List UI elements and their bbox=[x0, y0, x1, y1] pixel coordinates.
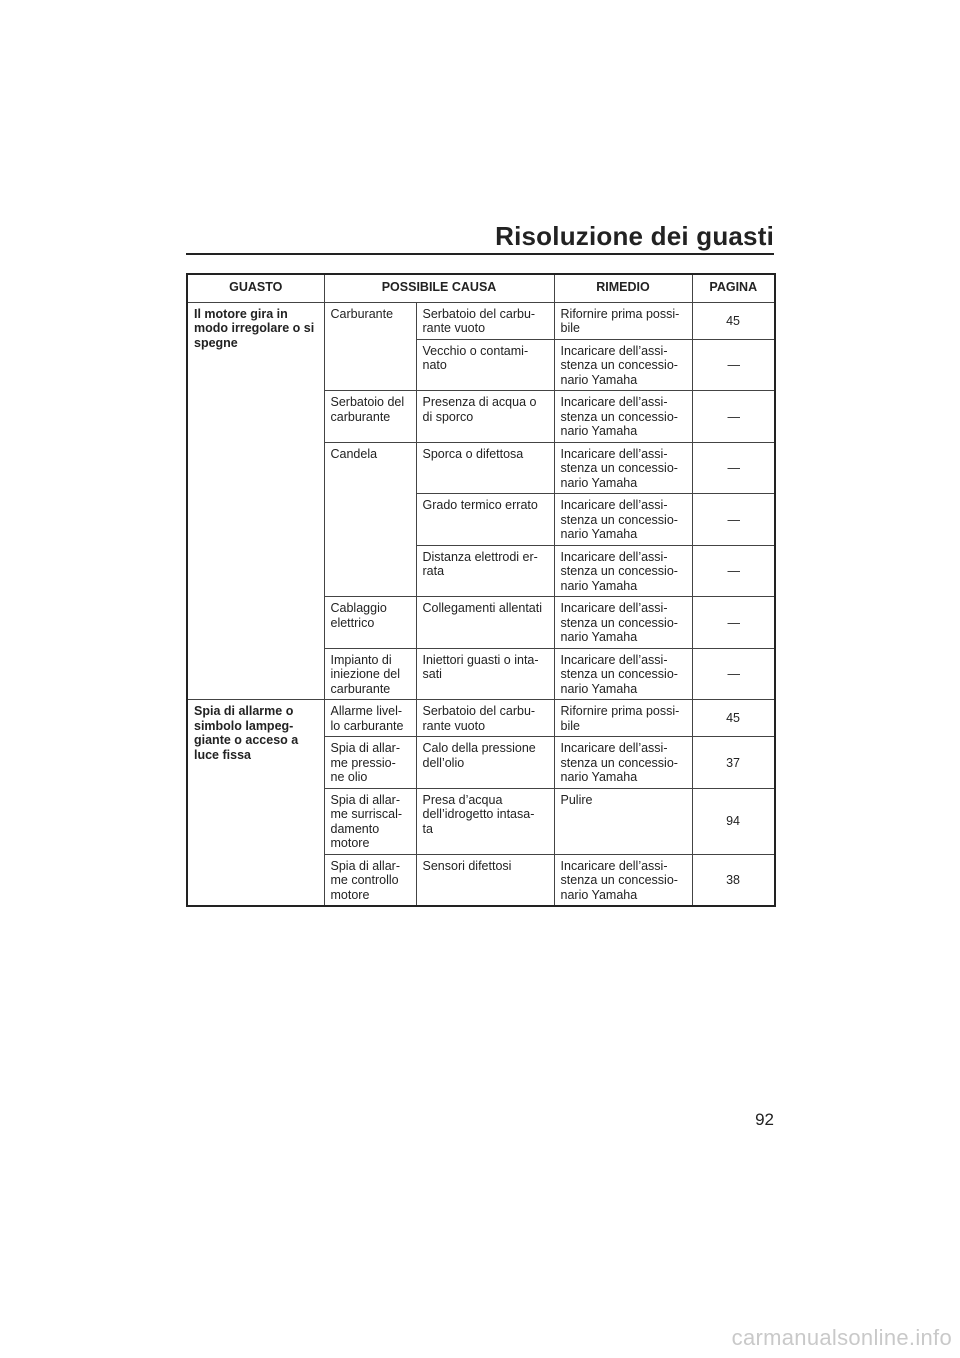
title-rule bbox=[186, 253, 774, 255]
page-cell: 45 bbox=[692, 302, 775, 339]
page-cell: — bbox=[692, 648, 775, 700]
remedy-cell: Pulire bbox=[554, 788, 692, 854]
remedy-cell: Incaricare dell’assi- stenza un concessio- nario Yamaha bbox=[554, 545, 692, 597]
guasto-cell: Spia di allarme o simbolo lampeg- giante o acceso a luce fissa bbox=[187, 700, 324, 907]
page-cell: 45 bbox=[692, 700, 775, 737]
table-row bbox=[187, 700, 775, 737]
header-guasto: GUASTO bbox=[187, 274, 324, 302]
remedy-cell: Incaricare dell’assi- stenza un concessio- nario Yamaha bbox=[554, 648, 692, 700]
page-cell: 38 bbox=[692, 854, 775, 906]
page-cell: — bbox=[692, 442, 775, 494]
page-cell: 37 bbox=[692, 737, 775, 789]
cause-cell: Impianto di iniezione del carburante bbox=[324, 648, 416, 700]
table-row bbox=[187, 302, 775, 339]
remedy-cell: Incaricare dell’assi- stenza un concessio- nario Yamaha bbox=[554, 854, 692, 906]
remedy-cell: Incaricare dell’assi- stenza un concessio- nario Yamaha bbox=[554, 339, 692, 391]
remedy-cell: Incaricare dell’assi- stenza un concessio- nario Yamaha bbox=[554, 494, 692, 546]
header-possibile-causa: POSSIBILE CAUSA bbox=[324, 274, 554, 302]
cause-detail-cell: Vecchio o contami- nato bbox=[416, 339, 554, 391]
cause-detail-cell: Sporca o difettosa bbox=[416, 442, 554, 494]
table-header-row bbox=[187, 274, 775, 302]
remedy-cell: Incaricare dell’assi- stenza un concessio- nario Yamaha bbox=[554, 442, 692, 494]
cause-detail-cell: Collegamenti allentati bbox=[416, 597, 554, 649]
header-rimedio: RIMEDIO bbox=[554, 274, 692, 302]
remedy-cell: Incaricare dell’assi- stenza un concessio- nario Yamaha bbox=[554, 391, 692, 443]
page-cell: — bbox=[692, 339, 775, 391]
cause-detail-cell: Serbatoio del carbu- rante vuoto bbox=[416, 700, 554, 737]
page-cell: — bbox=[692, 494, 775, 546]
cause-detail-cell: Presa d’acqua dell’idrogetto intasa- ta bbox=[416, 788, 554, 854]
cause-cell: Allarme livel- lo carburante bbox=[324, 700, 416, 737]
cause-cell: Spia di allar- me controllo motore bbox=[324, 854, 416, 906]
page-cell: 94 bbox=[692, 788, 775, 854]
guasto-cell: Il motore gira in modo irregolare o si spegne bbox=[187, 302, 324, 700]
page-number: 92 bbox=[755, 1110, 774, 1129]
cause-detail-cell: Presenza di acqua o di sporco bbox=[416, 391, 554, 443]
cause-cell: Serbatoio del carburante bbox=[324, 391, 416, 443]
remedy-cell: Rifornire prima possi- bile bbox=[554, 302, 692, 339]
troubleshooting-table bbox=[186, 273, 776, 907]
cause-cell: Candela bbox=[324, 442, 416, 597]
remedy-cell: Rifornire prima possi- bile bbox=[554, 700, 692, 737]
page-title: Risoluzione dei guasti bbox=[495, 221, 774, 251]
cause-cell: Carburante bbox=[324, 302, 416, 391]
header-pagina: PAGINA bbox=[692, 274, 775, 302]
cause-cell: Spia di allar- me pressio- ne olio bbox=[324, 737, 416, 789]
cause-detail-cell: Serbatoio del carbu- rante vuoto bbox=[416, 302, 554, 339]
remedy-cell: Incaricare dell’assi- stenza un concessio- nario Yamaha bbox=[554, 737, 692, 789]
cause-detail-cell: Grado termico errato bbox=[416, 494, 554, 546]
cause-detail-cell: Sensori difettosi bbox=[416, 854, 554, 906]
remedy-cell: Incaricare dell’assi- stenza un concessio- nario Yamaha bbox=[554, 597, 692, 649]
table-body bbox=[187, 302, 775, 906]
cause-cell: Spia di allar- me surriscal- damento motore bbox=[324, 788, 416, 854]
cause-detail-cell: Calo della pressione dell’olio bbox=[416, 737, 554, 789]
watermark: carmanualsonline.info bbox=[731, 1325, 952, 1350]
page-cell: — bbox=[692, 545, 775, 597]
cause-detail-cell: Distanza elettrodi er- rata bbox=[416, 545, 554, 597]
page-cell: — bbox=[692, 391, 775, 443]
cause-cell: Cablaggio elettrico bbox=[324, 597, 416, 649]
cause-detail-cell: Iniettori guasti o inta- sati bbox=[416, 648, 554, 700]
page-cell: — bbox=[692, 597, 775, 649]
